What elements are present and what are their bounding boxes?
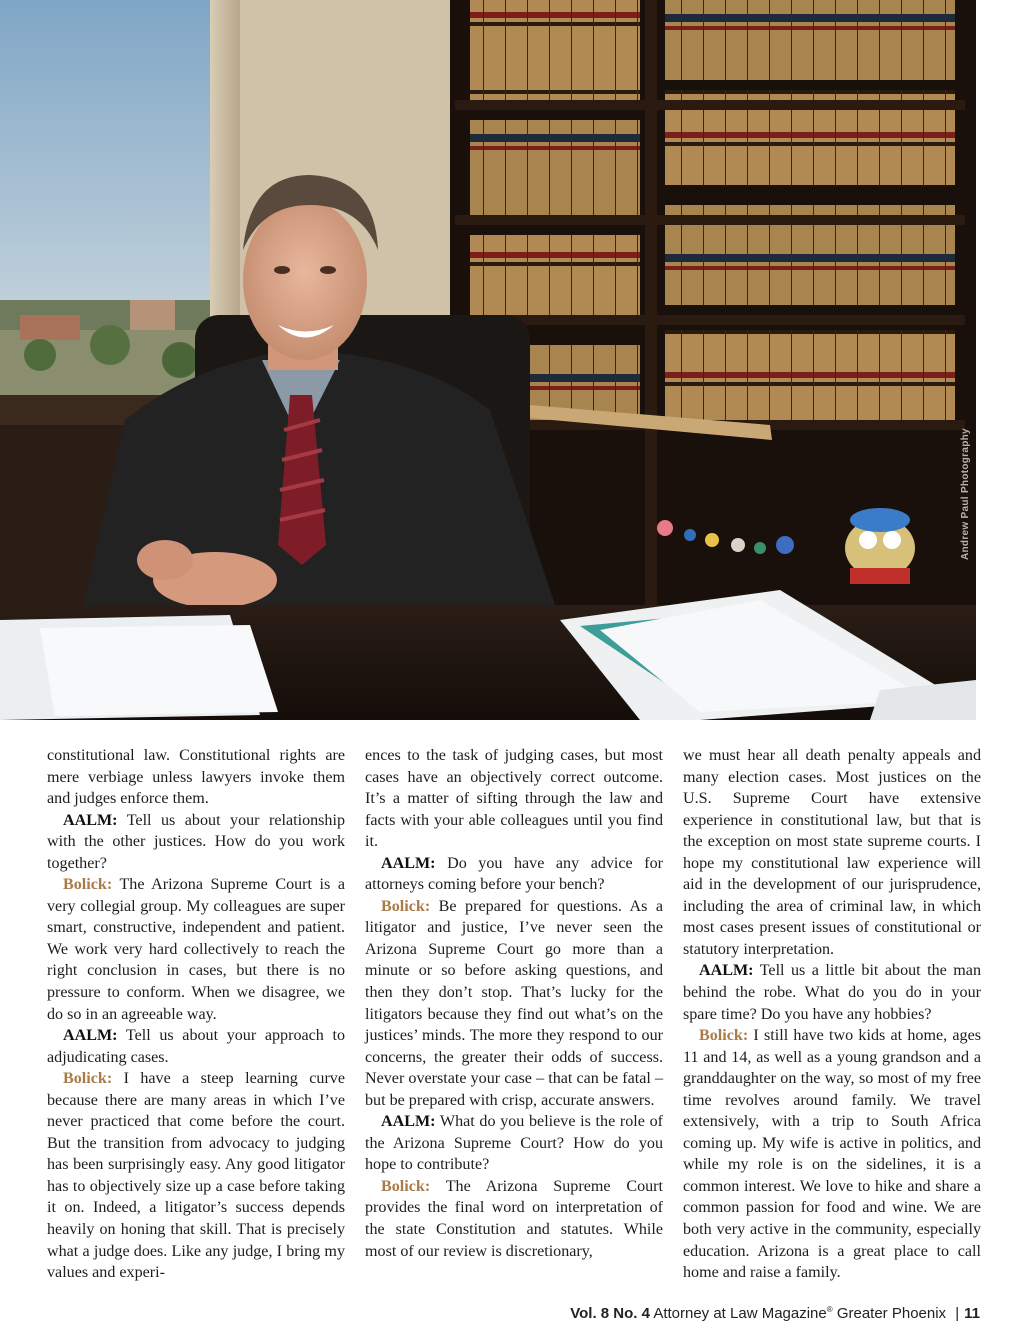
paragraph-text: Tell us about your relationship with the other justices. How do you work together? [47, 811, 345, 872]
article-paragraph [47, 1025, 345, 1068]
article-column-3 [683, 745, 981, 1284]
speaker-aalm: AALM: [381, 1113, 436, 1131]
page-number: 11 [964, 1305, 980, 1322]
article-paragraph [365, 896, 663, 1111]
article-paragraph [683, 960, 981, 1025]
article-paragraph [683, 745, 981, 960]
photo-credit: Andrew Paul Photography [960, 428, 971, 560]
speaker-bolick: Bolick: [63, 1070, 113, 1088]
issue-volume: Vol. 8 No. 4 [570, 1305, 650, 1322]
magazine-name: Attorney at Law Magazine [653, 1305, 827, 1322]
article-paragraph [683, 1025, 981, 1284]
speaker-bolick: Bolick: [381, 1177, 431, 1195]
footer-separator: | [955, 1305, 960, 1322]
paragraph-text: What do you believe is the role of the Arizona Supreme Court? How do you hope to contribute? [365, 1113, 663, 1174]
speaker-bolick: Bolick: [381, 897, 431, 915]
registered-mark: ® [826, 1305, 833, 1314]
paragraph-text: Do you have any advice for attorneys coming before your bench? [365, 854, 663, 894]
paragraph-text: we must hear all death penalty appeals and many election cases. Most justices on the U.S. Supreme Court have extensive experience in constitutional law, but that is the exception on most state supreme courts. I hope my constitutional law experience will aid in the development of our jurisprudence, including the area of criminal law, in which most cases present issues of constitutional or statutory interpretation. [683, 747, 981, 958]
article-paragraph [365, 1176, 663, 1262]
article-paragraph [47, 810, 345, 875]
speaker-aalm: AALM: [699, 962, 754, 980]
article-column-2 [365, 745, 663, 1284]
page-footer [570, 1305, 980, 1322]
paragraph-text: constitutional law. Constitutional rights are mere verbiage unless lawyers invoke them and judges enforce them. [47, 747, 345, 808]
paragraph-text: The Arizona Supreme Court provides the final word on interpretation of the state Constitution and statutes. While most of our review is discretionary, [365, 1177, 663, 1260]
article-paragraph [365, 745, 663, 853]
paragraph-text: Be prepared for questions. As a litigator and justice, I’ve never seen the Arizona Supreme Court go more than a minute or so before asking questions, and then they don’t stop. That’s lucky for the litigators because they find out what’s on the justices’ minds. The more they respond to our concerns, the greater their odds of success. Never overstate your case – that can be fatal – but be prepared with crisp, accurate answers. [365, 897, 663, 1109]
article-paragraph [47, 745, 345, 810]
paragraph-text: I have a steep learning curve because there are many areas in which I’ve never practiced that come before the court. But the transition from advocacy to judging has been surprisingly easy. Any good litigator has to objectively size up a case before taking it on. Indeed, a litigator’s success depends heavily on honing that skill. That is precisely what a judge does. Like any judge, I bring my values and experi- [47, 1070, 345, 1282]
region-name: Greater Phoenix [836, 1305, 947, 1322]
article-paragraph [47, 1068, 345, 1283]
paragraph-text: The Arizona Supreme Court is a very collegial group. My colleagues are super smart, constructive, independent and patient. We work very hard collectively to reach the right conclusion in cases, but there is no pressure to conform. When we disagree, we do so in an agreeable way. [47, 876, 345, 1023]
article-paragraph [365, 853, 663, 896]
speaker-aalm: AALM: [381, 854, 436, 872]
speaker-aalm: AALM: [63, 811, 118, 829]
paragraph-text: Tell us a little bit about the man behind the robe. What do you do in your spare time? Do you have any hobbies? [683, 962, 981, 1023]
paragraph-text: Tell us about your approach to adjudicating cases. [47, 1027, 345, 1066]
speaker-bolick: Bolick: [699, 1027, 749, 1045]
speaker-aalm: AALM: [63, 1027, 118, 1045]
paragraph-text: I still have two kids at home, ages 11 and 14, as well as a young grandson and a granddaughter on the way, so most of my free time revolves around family. We travel extensively, with a trip to South Africa coming up. My wife is active in politics, and while my role is on the sidelines, it is a common interest. We love to hike and share a common passion for food and wine. We are both very active in the community, especially education. Arizona is a great place to call home and raise a family. [683, 1027, 981, 1282]
article-column-1 [47, 745, 345, 1284]
paragraph-text: ences to the task of judging cases, but most cases have an objectively correct outcome. It’s a matter of sifting through the law and facts with your able colleagues until you find it. [365, 747, 663, 851]
article-paragraph [47, 874, 345, 1025]
article-paragraph [365, 1111, 663, 1176]
article-body [47, 745, 981, 1284]
speaker-bolick: Bolick: [63, 876, 113, 894]
